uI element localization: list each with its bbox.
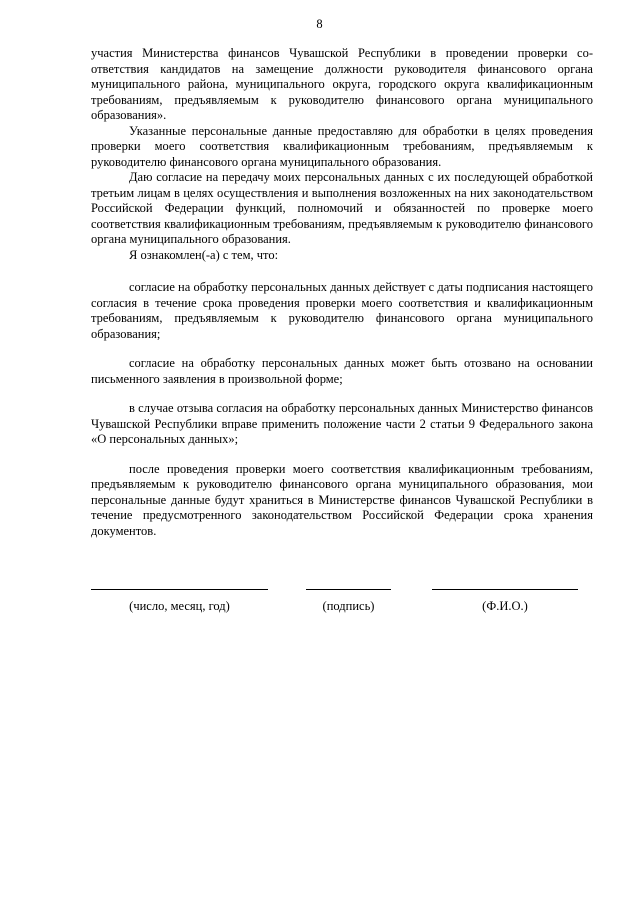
paragraph-consent-validity: согласие на обработку персональных данных действует с даты подписания настоящего согласия в течение срока проведения проверки моего соответствия и квалификационным требованиям, предъявляемым к руководителю финансового органа муниципального образования; (91, 280, 593, 341)
date-signature-line (91, 589, 268, 590)
name-signature-line (432, 589, 578, 590)
paragraph-acknowledgement: Я ознакомлен(-а) с тем, что: (129, 247, 279, 262)
paragraph-data-purpose: Указанные персональные данные предоставляю для обработки в целях проведения проверки моего соответствия квалификационным требованиям, предъявляемым к руководителю финансового органа муниципального образования. (91, 123, 593, 169)
paragraph-data-storage: после проведения проверки моего соответствия квалификационным требованиям, предъявляемым к руководителю финансового органа муниципального образования, мои персональные данные будут храниться в Министерстве финансов Чувашской Республики в течение предусмотренного законодательством Российской Федерации срока хранения документов. (91, 461, 593, 538)
name-label: (Ф.И.О.) (482, 599, 528, 613)
paragraph-revocation-consequence: в случае отзыва согласия на обработку персональных данных Министерство финансов Чувашской Республики вправе применить положение части 2 статьи 9 Федерального закона «О персональных данных»; (91, 401, 593, 446)
paragraph-third-party-consent: Даю согласие на передачу моих персональных данных с их последующей обработкой третьим лицам в целях осуществления и выполнения возложенных на них законодательством Российской Федерации функций, полномочий и обязанностей по проверке моего соответствия квалификационным требованиям, предъявляемым к руководителю финансового органа муниципального образования. (91, 170, 593, 246)
signature-line (306, 589, 391, 590)
date-label: (число, месяц, год) (129, 599, 230, 613)
document-body (91, 46, 593, 539)
paragraph-consent-revocation: согласие на обработку персональных данных может быть отозвано на основании письменного заявления в произвольной форме; (91, 356, 593, 386)
signature-label: (подпись) (322, 599, 375, 613)
page-number: 8 (316, 17, 323, 31)
paragraph-continuation: участия Министерства финансов Чувашской Республики в проведении проверки соответствия кандидатов на замещение должности руководителя финансового органа муниципального района, муниципального округа, городского округа квалификационным требованиям, предъявляемым к руководителю финансового органа муниципального образования». (91, 46, 593, 122)
